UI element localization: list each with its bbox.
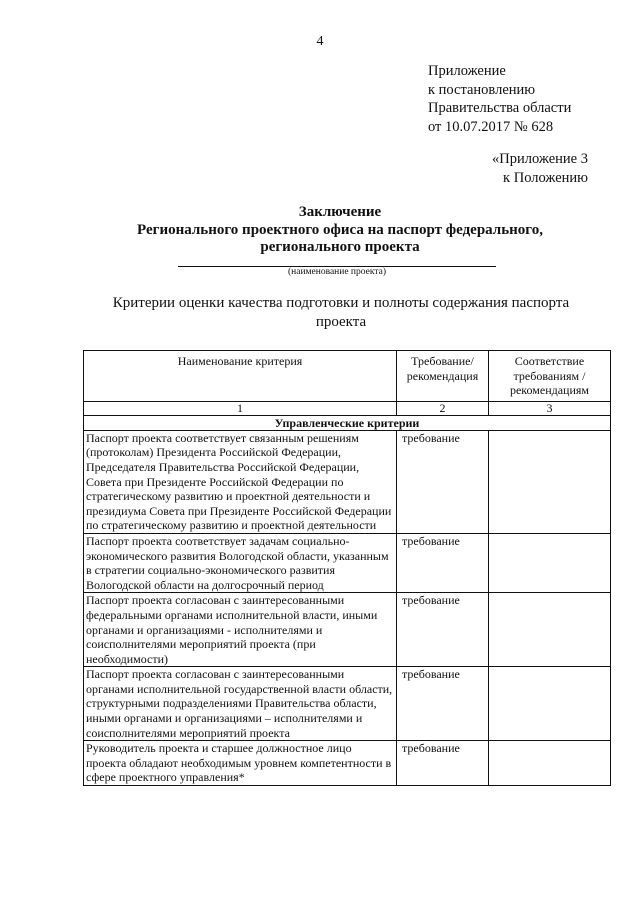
title-line: Заключение <box>298 204 382 220</box>
appendix3-header <box>492 150 588 187</box>
table-row <box>84 741 611 786</box>
requirement-cell: требование <box>397 533 489 592</box>
table-header-row <box>84 351 611 402</box>
appendix3-line: к Положению <box>503 169 588 186</box>
subtitle-line: проекта <box>315 313 367 330</box>
page-number: 4 <box>316 34 324 49</box>
compliance-cell[interactable] <box>489 430 611 533</box>
subtitle-line: Критерии оценки качества подготовки и полноты содержания паспорта <box>112 295 570 311</box>
compliance-cell[interactable] <box>489 741 611 786</box>
appendix-line: к постановлению <box>428 81 536 98</box>
table-row <box>84 593 611 667</box>
column-number: 1 <box>84 401 397 415</box>
criteria-table <box>83 350 611 786</box>
appendix-line: Приложение <box>428 63 506 79</box>
title-line: регионального проекта <box>260 239 420 255</box>
project-name-caption: (наименование проекта) <box>287 267 386 277</box>
requirement-cell: требование <box>397 430 489 533</box>
table-row <box>84 667 611 741</box>
table-row <box>84 533 611 592</box>
compliance-cell[interactable] <box>489 533 611 592</box>
criteria-subtitle <box>96 294 586 331</box>
section-row <box>84 415 611 430</box>
appendix-header <box>428 62 571 136</box>
column-number-row <box>84 401 611 415</box>
criterion-cell: Паспорт проекта согласован с заинтересованными федеральными органами исполнительной власти, иными органами и организациями - исполнителями и соисполнителями мероприятий проекта (при необходимости) <box>84 593 397 667</box>
criterion-cell: Паспорт проекта согласован с заинтересованными органами исполнительной государственной власти области, структурными подразделениями Правительства области, иными органами и организациями – исполнителями и соисполнителями мероприятий проекта <box>84 667 397 741</box>
requirement-cell: требование <box>397 741 489 786</box>
title-line: Регионального проектного офиса на паспорт федерального, <box>137 221 543 238</box>
header-requirement: Требование/ рекомендация <box>397 351 489 402</box>
criterion-cell: Руководитель проекта и старшее должностное лицо проекта обладают необходимым уровнем компетентности в сфере проектного управления* <box>84 741 397 786</box>
column-number: 2 <box>397 401 489 415</box>
header-compliance: Соответствие требованиям / рекомендациям <box>489 351 611 402</box>
appendix3-line: «Приложение 3 <box>492 151 588 167</box>
header-criterion-name: Наименование критерия <box>84 351 397 402</box>
criterion-cell: Паспорт проекта соответствует задачам социально-экономического развития Вологодской области, указанным в стратегии социально-экономического развития Вологодской области на долгосрочный период <box>84 533 397 592</box>
appendix-line: Правительства области <box>428 100 572 117</box>
table-row <box>84 430 611 533</box>
document-title <box>0 204 640 257</box>
requirement-cell: требование <box>397 667 489 741</box>
section-title: Управленческие критерии <box>84 415 611 430</box>
requirement-cell: требование <box>397 593 489 667</box>
compliance-cell[interactable] <box>489 593 611 667</box>
column-number: 3 <box>489 401 611 415</box>
criterion-cell: Паспорт проекта соответствует связанным решениям (протоколам) Президента Российской Федерации, Председателя Правительства Российской Федерации, Совета при Президенте Российской Федерации по стратегическому развитию и проектной деятельности и президиума Совета при Президенте Российской Федерации по стратегическому развитию и проектной деятельности <box>84 430 397 533</box>
appendix-line: от 10.07.2017 № 628 <box>428 118 554 135</box>
compliance-cell[interactable] <box>489 667 611 741</box>
